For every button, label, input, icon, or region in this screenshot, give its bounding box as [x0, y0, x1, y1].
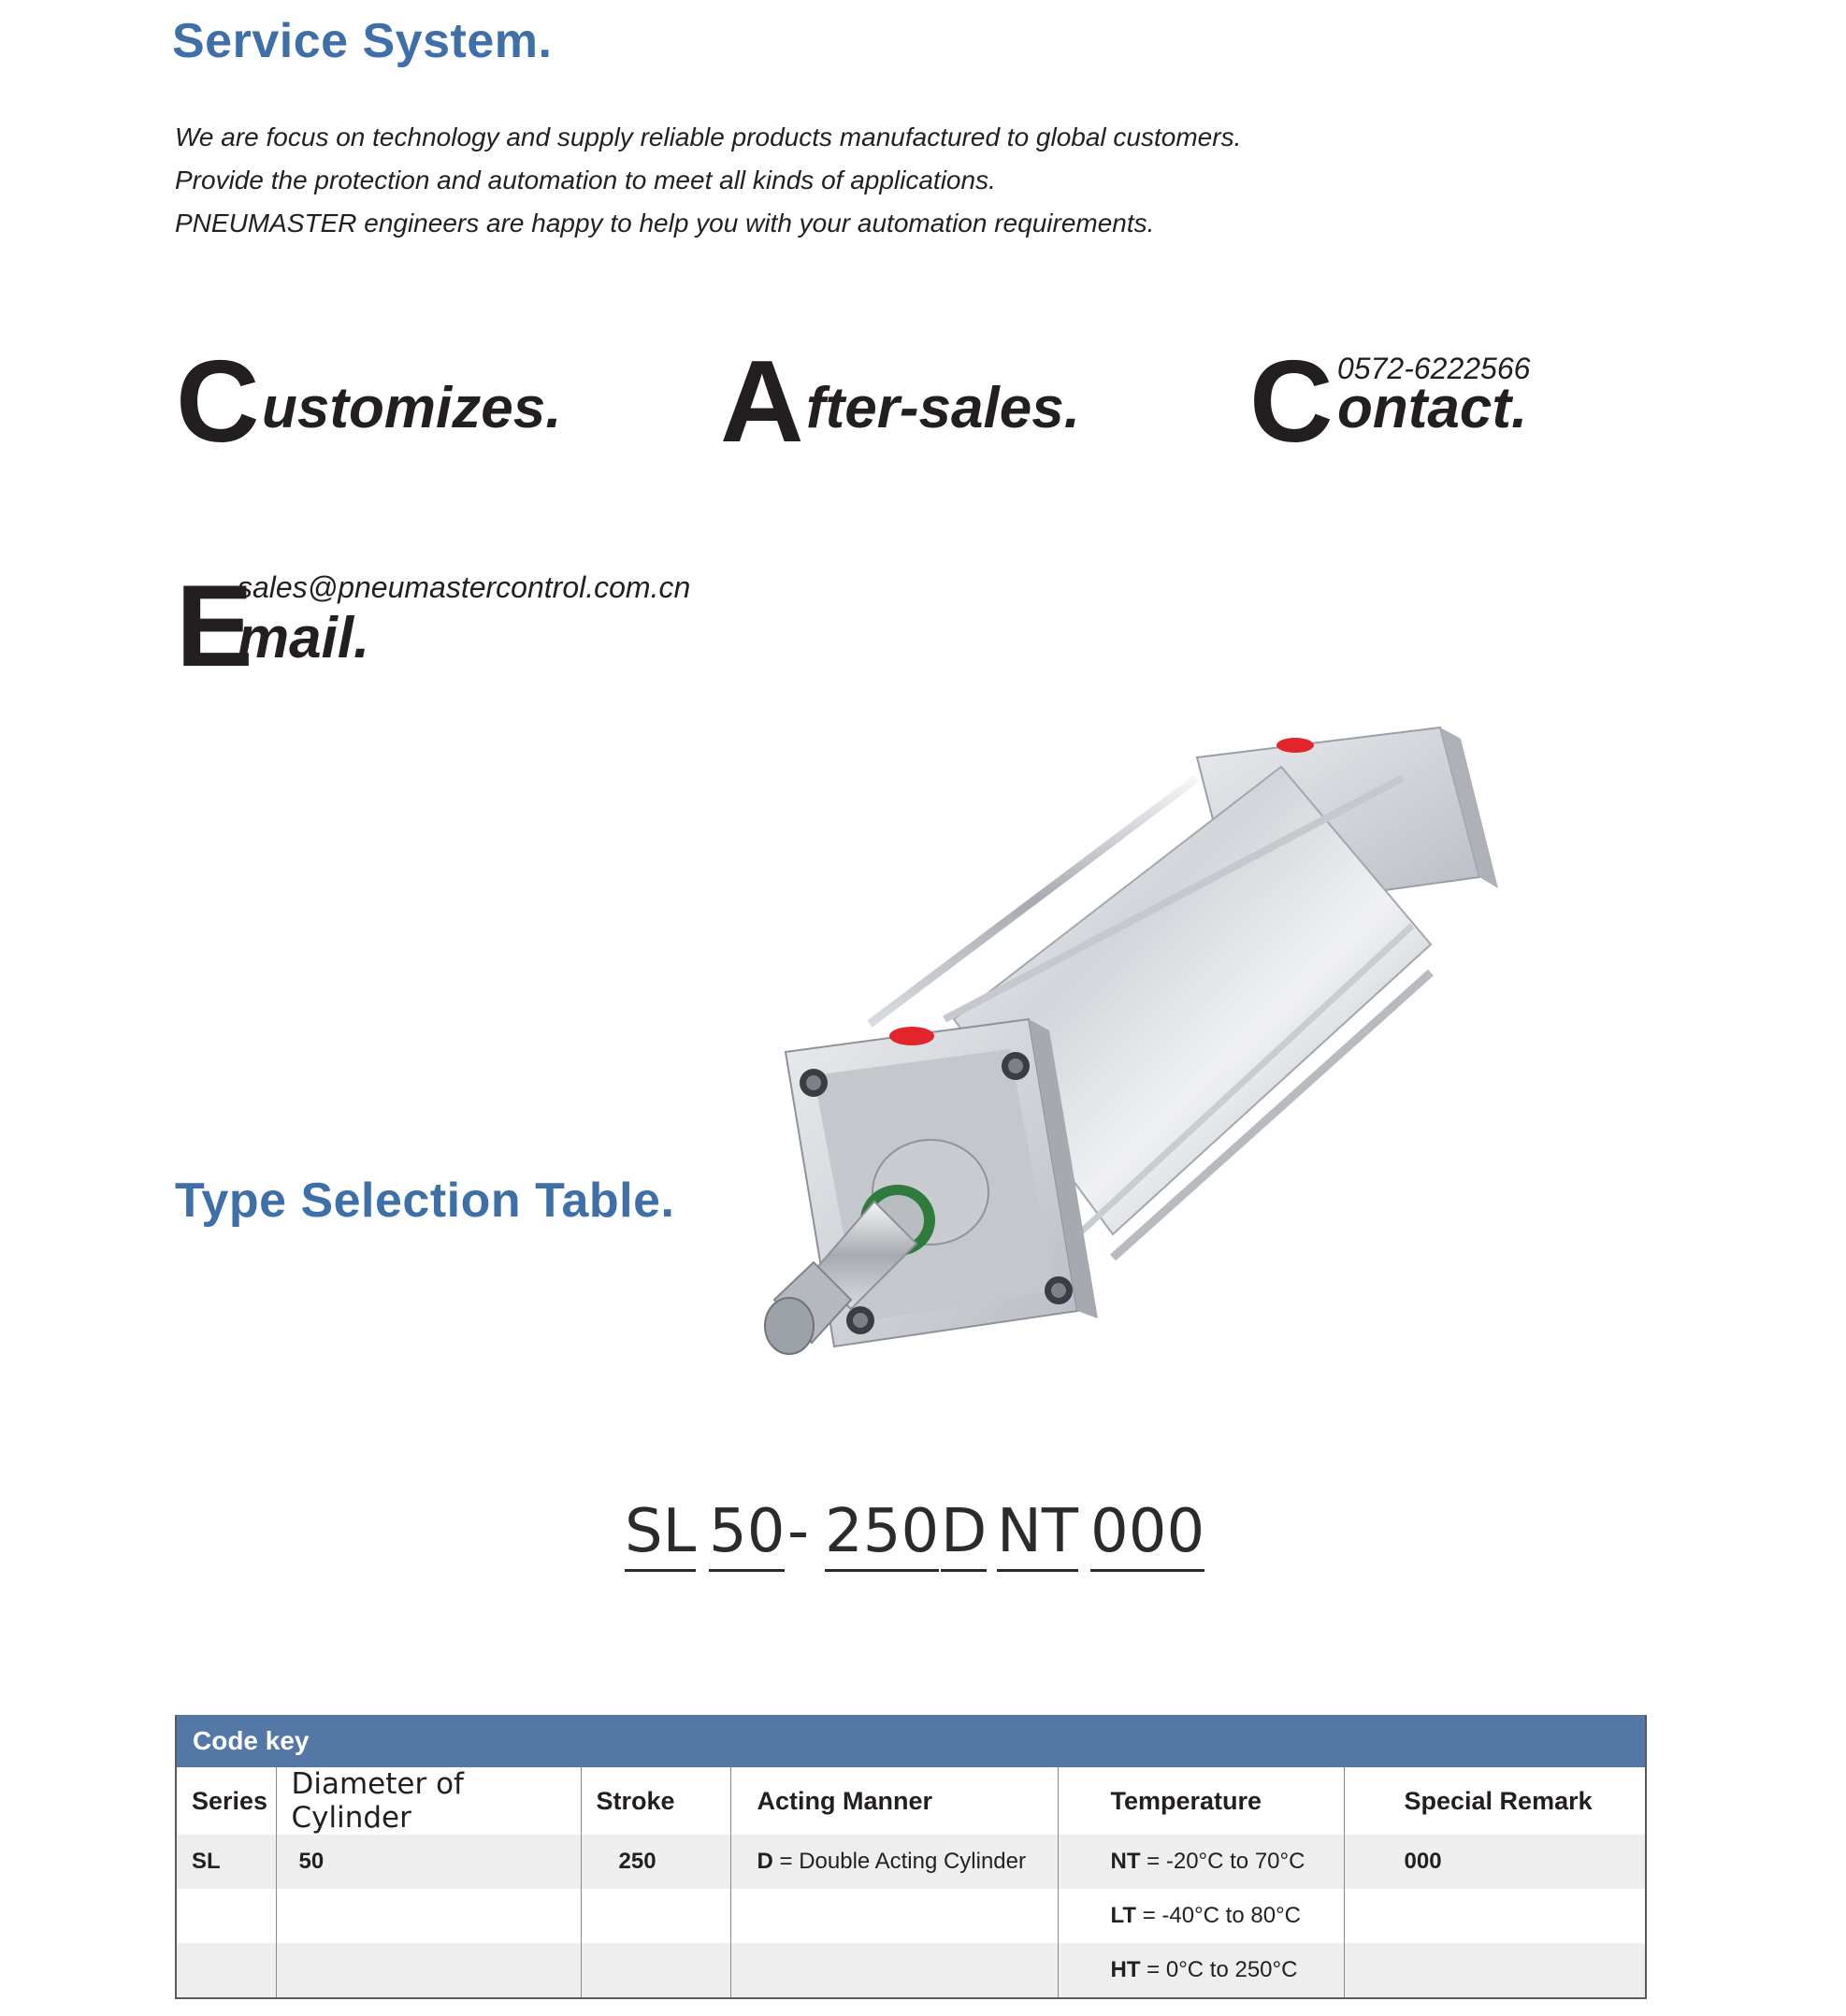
temp-text: = 0°C to 250°C [1140, 1957, 1298, 1982]
model-series: SL [625, 1494, 696, 1572]
acting-code: D [757, 1849, 773, 1874]
cell-empty [730, 1943, 1058, 1997]
header-stroke: Stroke [581, 1767, 730, 1835]
cell-temperature [1058, 1943, 1344, 1997]
contact-phone: 0572-6222566 [1337, 352, 1531, 385]
temp-code: HT [1110, 1957, 1141, 1982]
aftersales-initial: A [720, 338, 804, 467]
cell-series: SL [177, 1835, 276, 1889]
acting-text: = Double Acting Cylinder [772, 1849, 1026, 1874]
cell-empty [1344, 1943, 1645, 1997]
header-series: Series [177, 1767, 276, 1835]
service-title: Service System. [172, 14, 553, 68]
contact-word: ontact. [1337, 376, 1528, 440]
customizes-initial: C [176, 338, 260, 467]
cell-empty [177, 1889, 276, 1943]
cell-empty [177, 1943, 276, 1997]
table-row [177, 1943, 1645, 1997]
cell-diameter: 50 [276, 1835, 581, 1889]
temp-text: = -20°C to 70°C [1140, 1849, 1305, 1874]
code-key-table [175, 1715, 1647, 1999]
model-temperature: NT [997, 1494, 1078, 1572]
header-acting: Acting Manner [730, 1767, 1058, 1835]
table-row [177, 1889, 1645, 1943]
header-diameter: Diameter of Cylinder [276, 1767, 581, 1835]
cell-empty [1344, 1889, 1645, 1943]
model-dash: - [787, 1497, 810, 1566]
cell-remark: 000 [1344, 1835, 1645, 1889]
model-diameter: 50 [709, 1494, 785, 1572]
cell-temperature [1058, 1835, 1344, 1889]
cell-empty [581, 1889, 730, 1943]
header-remark: Special Remark [1404, 1786, 1593, 1815]
intro-line: PNEUMASTER engineers are happy to help you with your automation requirements. [175, 209, 1155, 238]
cell-empty [730, 1889, 1058, 1943]
intro-line: Provide the protection and automation to meet all kinds of applications. [175, 166, 996, 194]
temp-code: NT [1110, 1849, 1141, 1874]
service-intro [175, 116, 1241, 245]
email-word: mail. [238, 606, 370, 670]
temp-text: = -40°C to 80°C [1136, 1903, 1301, 1928]
table-row [177, 1835, 1645, 1889]
pneumatic-cylinder-icon [757, 711, 1506, 1384]
cell-empty [276, 1943, 581, 1997]
contact-initial: C [1249, 338, 1334, 467]
cell-stroke: 250 [581, 1835, 730, 1889]
type-selection-title: Type Selection Table. [175, 1174, 675, 1228]
model-code [0, 1494, 1846, 1578]
customizes-word: ustomizes. [262, 376, 562, 440]
header-temperature: Temperature [1058, 1767, 1344, 1835]
cell-empty [581, 1943, 730, 1997]
model-remark: 000 [1090, 1494, 1204, 1572]
cell-temperature [1058, 1889, 1344, 1943]
email-initial: E [176, 562, 253, 691]
email-address: sales@pneumastercontrol.com.cn [238, 570, 691, 604]
intro-line: We are focus on technology and supply reliable products manufactured to global customers. [175, 122, 1242, 151]
model-stroke: 250 [825, 1494, 939, 1572]
code-key-title: Code key [177, 1715, 1645, 1767]
cell-empty [276, 1889, 581, 1943]
temp-code: LT [1110, 1903, 1137, 1928]
cell-acting [730, 1835, 1058, 1889]
model-acting: D [941, 1494, 987, 1572]
aftersales-word: fter-sales. [806, 376, 1080, 440]
